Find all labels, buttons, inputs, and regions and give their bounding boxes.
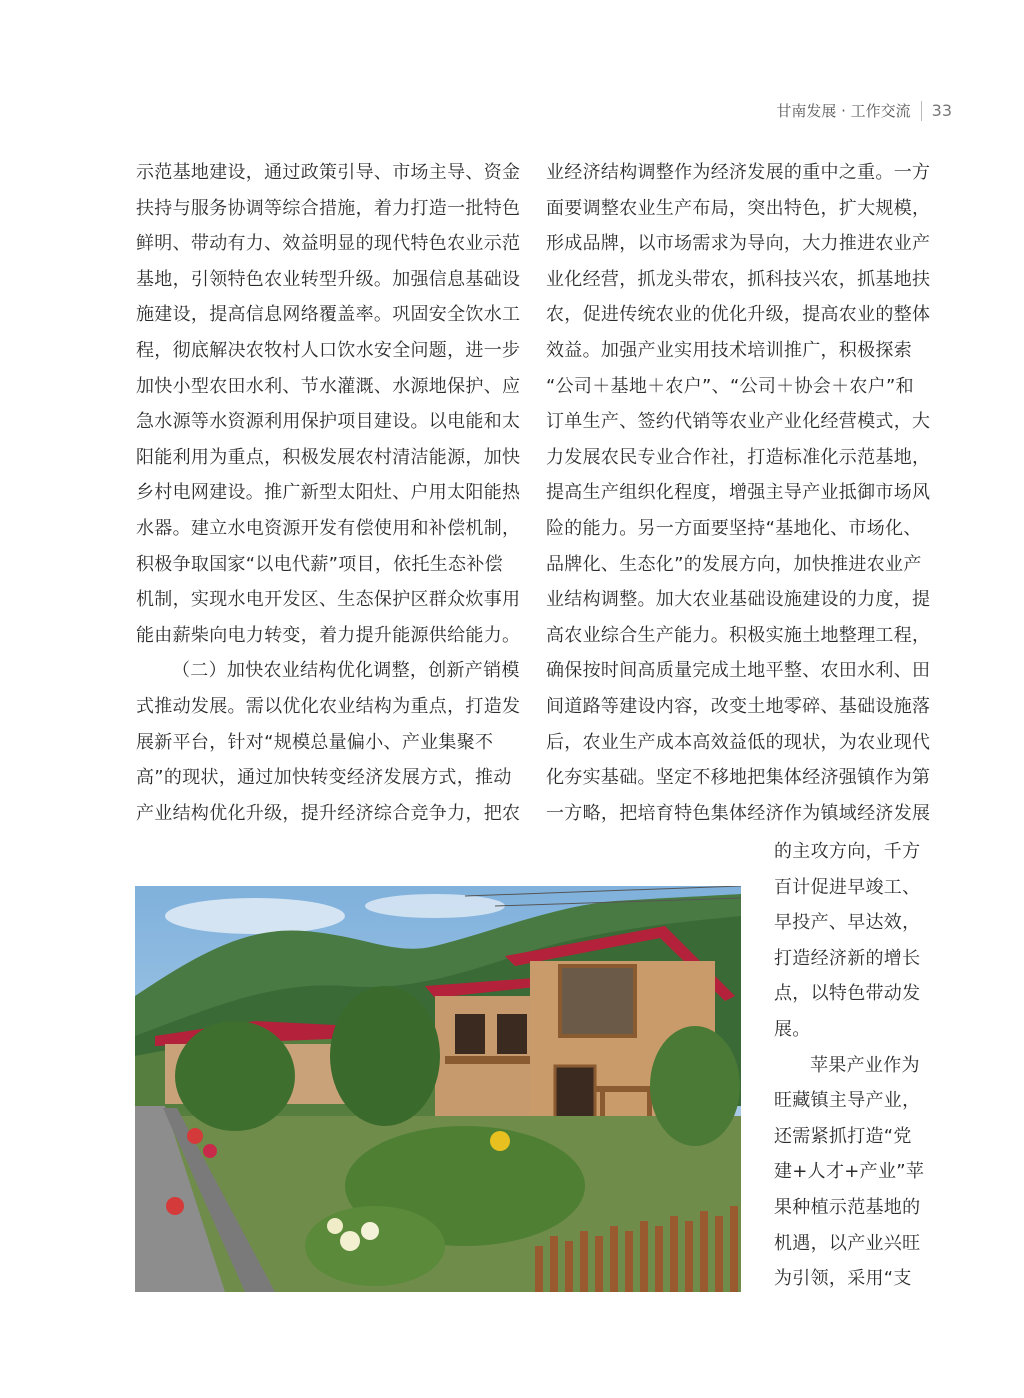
text-line: 还需紧抓打造“党 (774, 1125, 912, 1147)
text-line: 果种植示范基地的 (774, 1196, 921, 1218)
window (455, 1014, 485, 1054)
balcony (445, 1056, 540, 1064)
text-line: “公司＋基地＋农户”、“公司＋协会＋农户”和 (546, 375, 914, 397)
pergola (595, 1086, 655, 1092)
text-line: 急水源等水资源利用保护项目建设。以电能和太 (136, 411, 521, 433)
text-line: 示范基地建设，通过政策引导、市场主导、资金 (136, 162, 521, 183)
text-line: 程，彻底解决农牧村人口饮水安全问题，进一步 (136, 339, 521, 361)
text-line: 式推动发展。需以优化农业结构为重点，打造发 (136, 695, 521, 717)
text-line: 点，以特色带动发 (774, 983, 921, 1005)
flowers (361, 1222, 379, 1240)
village-photo (135, 886, 741, 1292)
narrow-text-column (774, 834, 926, 1297)
text-line: 提高生产组织化程度，增强主导产业抵御市场风 (546, 482, 931, 504)
text-line: 加快小型农田水利、节水灌溉、水源地保护、应 (136, 375, 521, 397)
text-line: 百计促进早竣工、 (774, 876, 921, 898)
header-divider (921, 101, 922, 121)
cloud (365, 894, 505, 918)
tree (330, 986, 440, 1126)
flowers (203, 1144, 217, 1158)
text-line: 乡村电网建设。推广新型太阳灶、户用太阳能热 (136, 482, 521, 504)
text-line: 机遇，以产业兴旺 (774, 1232, 921, 1254)
section-title: 甘南发展 · 工作交流 (776, 102, 911, 120)
text-line: 后，农业生产成本高效益低的现状，为农业现代 (546, 731, 931, 753)
text-line: 力发展农民专业合作社，打造标准化示范基地， (546, 446, 931, 468)
upper-window (560, 966, 635, 1036)
text-line: 为引领，采用“支 (774, 1268, 912, 1290)
text-line: 确保按时间高质量完成土地平整、农田水利、田 (546, 660, 931, 682)
text-line: 险的能力。另一方面要坚持“基地化、市场化、 (546, 517, 922, 539)
text-line: 旺藏镇主导产业， (774, 1090, 921, 1112)
text-line: 的主攻方向，千方 (774, 841, 921, 862)
text-line: 能由薪柴向电力转变，着力提升能源供给能力。 (136, 624, 521, 646)
text-line: 品牌化、生态化”的发展方向，加快推进农业产 (546, 553, 922, 575)
text-line: 鲜明、带动有力、效益明显的现代特色农业示范 (136, 233, 521, 255)
text-line: 农，促进传统农业的优化升级，提高农业的整体 (546, 304, 931, 326)
text-line: 订单生产、签约代销等农业产业化经营模式，大 (546, 411, 931, 433)
text-line: 展新平台，针对“规模总量偏小、产业集聚不 (136, 731, 494, 753)
text-line: 积极争取国家“以电代薪”项目，依托生态补偿 (136, 553, 503, 575)
text-line: 产业结构优化升级，提升经济综合竞争力，把农 (136, 802, 521, 824)
text-line: 化夯实基础。坚定不移地把集体经济强镇作为第 (546, 767, 931, 789)
text-line: 业经济结构调整作为经济发展的重中之重。一方 (546, 162, 931, 183)
sunflower (490, 1131, 510, 1151)
text-line: 面要调整农业生产布局，突出特色，扩大规模， (546, 197, 931, 219)
cloud (165, 898, 345, 934)
text-line: 建+人才+产业”苹 (774, 1161, 925, 1183)
paragraph-start-line: 苹果产业作为 (810, 1054, 920, 1076)
tree (175, 1021, 295, 1131)
text-line: 阳能利用为重点，积极发展农村清洁能源，加快 (136, 446, 521, 468)
text-line: 间道路等建设内容，改变土地零碎、基础设施落 (546, 695, 931, 717)
text-line: 高农业综合生产能力。积极实施土地整理工程， (546, 624, 931, 646)
tree (650, 1026, 740, 1146)
text-line: 扶持与服务协调等综合措施，着力打造一批特色 (136, 197, 521, 219)
text-line: 形成品牌，以市场需求为导向，大力推进农业产 (546, 233, 931, 255)
flowers (340, 1231, 360, 1251)
text-line: 基地，引领特色农业转型升级。加强信息基础设 (136, 268, 521, 290)
text-line: 一方略，把培育特色集体经济作为镇域经济发展 (546, 802, 931, 824)
flowers (166, 1197, 184, 1215)
text-line: 机制，实现水电开发区、生态保护区群众炊事用 (136, 589, 521, 611)
flowers (187, 1128, 203, 1144)
text-line: 高”的现状，通过加快转变经济发展方式，推动 (136, 767, 512, 789)
page-number: 33 (931, 101, 952, 120)
flowers (327, 1218, 343, 1234)
text-line: 施建设，提高信息网络覆盖率。巩固安全饮水工 (136, 304, 521, 326)
text-line: 早投产、早达效， (774, 912, 921, 934)
text-line: 效益。加强产业实用技术培训推广，积极探索 (546, 339, 912, 361)
right-text-column (546, 155, 931, 831)
text-line: 业化经营，抓龙头带农，抓科技兴农，抓基地扶 (546, 268, 931, 290)
text-line: 打造经济新的增长 (774, 947, 921, 969)
text-line: 展。 (774, 1018, 811, 1040)
garden (305, 1206, 445, 1286)
window (497, 1014, 527, 1054)
left-text-column (136, 155, 521, 831)
text-line: 业结构调整。加大农业基础设施建设的力度，提 (546, 589, 931, 611)
section-heading-line: （二）加快农业结构优化调整，创新产销模 (172, 660, 520, 682)
text-line: 水器。建立水电资源开发有偿使用和补偿机制， (136, 517, 521, 539)
village-illustration (135, 886, 741, 1292)
running-header (776, 100, 952, 121)
